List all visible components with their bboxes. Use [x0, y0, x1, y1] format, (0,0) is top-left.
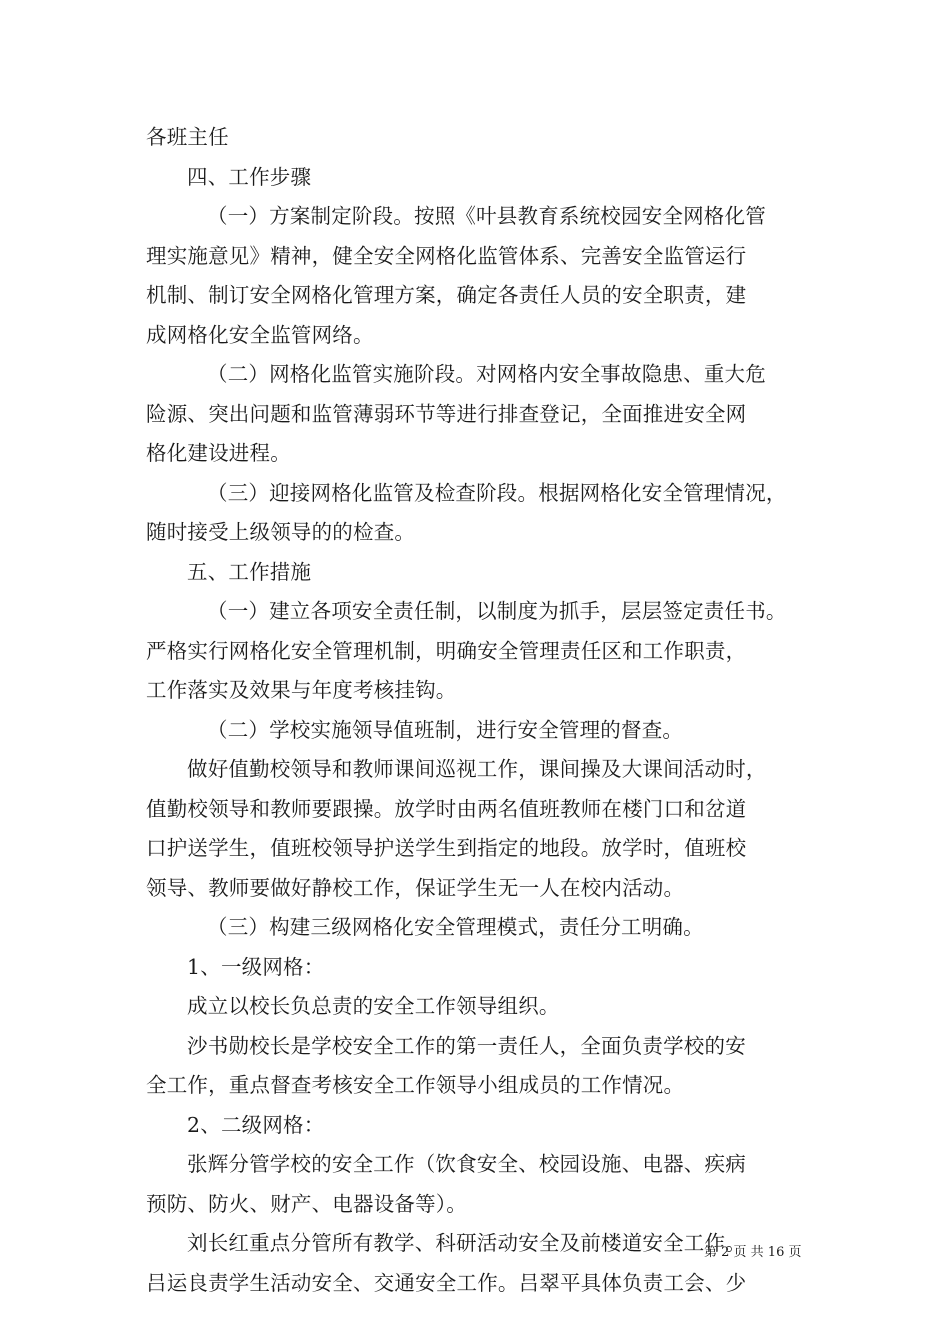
text-line: 值勤校领导和教师要跟操。放学时由两名值班教师在楼门口和岔道	[146, 796, 747, 821]
text-line: 理实施意见》精神，健全安全网格化监管体系、完善安全监管运行	[146, 243, 747, 268]
section-heading: 五、工作措施	[187, 559, 312, 584]
text-line: 全工作，重点督查考核安全工作领导小组成员的工作情况。	[146, 1073, 685, 1097]
text-line: （一）建立各项安全责任制，以制度为抓手，层层签定责任书。	[207, 599, 787, 623]
text-line: 张辉分管学校的安全工作（饮食安全、校园设施、电器、疾病	[187, 1152, 746, 1176]
text-line: 成立以校长负总责的安全工作领导组织。	[187, 994, 560, 1018]
text-line: 口护送学生，值班校领导护送学生到指定的地段。放学时，值班校	[146, 836, 747, 860]
text-line: （二）学校实施领导值班制，进行安全管理的督查。	[207, 717, 684, 742]
text-line: 吕运良责学生活动安全、交通安全工作。吕翠平具体负责工会、少	[146, 1270, 747, 1295]
text-line: 严格实行网格化安全管理机制，明确安全管理责任区和工作职责，	[146, 638, 747, 663]
text-line: 随时接受上级领导的的检查。	[146, 520, 416, 544]
text-line: （三）构建三级网格化安全管理模式，责任分工明确。	[207, 915, 704, 939]
section-heading: 四、工作步骤	[187, 164, 312, 189]
text-line: 工作落实及效果与年度考核挂钩。	[146, 678, 457, 702]
text-line: 险源、突出问题和监管薄弱环节等进行排查登记，全面推进安全网	[146, 401, 747, 426]
subheading: 2、二级网格：	[187, 1112, 325, 1137]
subheading: 1、一级网格：	[187, 954, 325, 979]
text-line: 格化建设进程。	[146, 441, 291, 465]
page-number-footer: 第 2 页 共 16 页	[704, 1245, 802, 1260]
text-line: 各班主任	[146, 125, 229, 149]
text-line: （三）迎接网格化监管及检查阶段。根据网格化安全管理情况，	[207, 480, 787, 505]
document-body	[146, 118, 814, 1303]
text-line: 沙书勋校长是学校安全工作的第一责任人，全面负责学校的安	[187, 1033, 746, 1058]
text-line: 做好值勤校领导和教师课间巡视工作，课间操及大课间活动时，	[187, 757, 767, 781]
text-line: 刘长红重点分管所有教学、科研活动安全及前楼道安全工作。	[187, 1231, 746, 1255]
text-line: 领导、教师要做好静校工作，保证学生无一人在校内活动。	[146, 875, 685, 900]
text-line: 预防、防火、财产、电器设备等）。	[146, 1191, 467, 1216]
text-line: 机制、制订安全网格化管理方案，确定各责任人员的安全职责，建	[146, 283, 747, 307]
text-line: （一）方案制定阶段。按照《叶县教育系统校园安全网格化管	[207, 204, 766, 228]
text-line: 成网格化安全监管网络。	[146, 322, 374, 347]
text-line: （二）网格化监管实施阶段。对网格内安全事故隐患、重大危	[207, 362, 766, 386]
